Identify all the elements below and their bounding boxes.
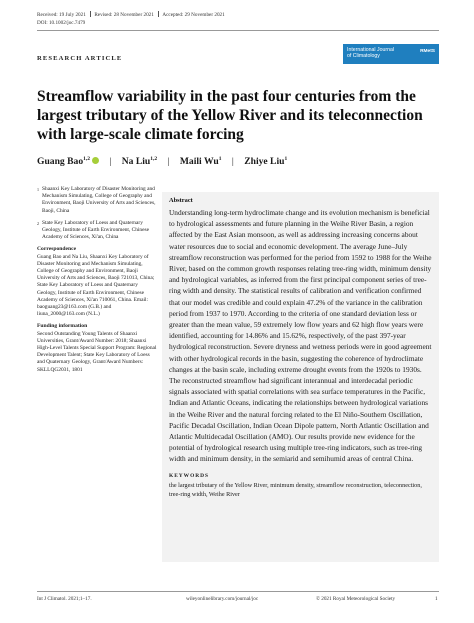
journal-url[interactable]: wileyonlinelibrary.com/journal/joc — [186, 596, 259, 602]
orcid-icon[interactable] — [92, 157, 99, 164]
page-number: 1 — [435, 596, 438, 602]
correspondence-heading: Correspondence — [37, 246, 77, 253]
author-affil-sup: 1 — [218, 156, 222, 162]
journal-name-line2: of Climatology — [347, 53, 380, 60]
affiliation-number: 2 — [37, 220, 39, 226]
journal-citation: Int J Climatol. 2021;1–17. — [37, 596, 92, 602]
accepted-date: Accepted: 29 November 2021 — [162, 12, 225, 18]
correspondence-text: Guang Bao and Na Liu, Shaanxi Key Laboratory of Disaster Monitoring and Mechanism Simulating, College of Geography and Environment, Baoji University of Arts and Sciences, Baoji 721013, China; State Key Laboratory of Loess and Quaternary Geology, Institute of Earth Environment, Chinese Academy of Sciences, Xi'an 710061, China. Email: baoguang23@163.com (G.B.) and liuna_2000@163.com (N.L.) — [37, 253, 155, 318]
funding-text: Second Outstanding Young Talents of Shaanxi Universities, Grant/Award Number: 2018; Shaanxi High-Level Talents Special Support Program: Regional Development Talent; State Key Laboratory of Loess and Quaternary Geology, Grant/Award Numbers: SKLLQG2031, 1801 — [37, 330, 157, 373]
keywords-heading: KEYWORDS — [169, 472, 210, 479]
received-date: Received: 19 July 2021 — [37, 12, 86, 18]
affiliation — [37, 220, 157, 242]
publisher-logo: RMetS — [420, 49, 435, 54]
author-name[interactable]: Na Liu — [121, 156, 151, 168]
copyright: © 2021 Royal Meteorological Society — [316, 596, 396, 602]
doi[interactable]: DOI: 10.1002/joc.7479 — [37, 20, 86, 26]
affiliation-text: State Key Laboratory of Loess and Quaternary Geology, Institute of Earth Environment, Chinese Academy of Sciences, Xi'an, China — [42, 219, 149, 241]
author-name[interactable]: Guang Bao — [37, 156, 84, 168]
author-list — [37, 156, 287, 167]
journal-logo[interactable] — [343, 44, 439, 64]
author-separator: | — [167, 156, 170, 168]
author-separator: | — [231, 156, 234, 168]
sidebar-info — [37, 186, 157, 379]
abstract-text: Understanding long-term hydroclimate change and its evolution mechanism is beneficial to hydrological assessments and future planning in the Weihe River Basin, a region affected by the East Asian monsoon, as well as addressing increasing concerns about water resources due to social and economic development. The average June–July streamflow reconstruction was performed for the period from 1592 to 1988 for the Weihe River, based on the common growth responses relating tree-ring width, minimum density and hydrological variables, as inferred from the first principal component series of tree-ring width and density. The statistical results of calibration and verification confirmed that our model was credible and could explain 47.2% of the variance in the calibration period from 1937 to 1970. According to the criteria of one standard deviation less or greater than the mean value, 59 extremely low flow years and 62 high flow years were identified, accounting for 14.86% and 15.62%, respectively, of the past 397-year hydrological reconstruction. Severe dryness and wetness periods were in good agreement with other hydrological records in the basin, suggesting the coherence of hydroclimate changes at the basin scale, including extreme drought events from the 1920s to 1930s. The reconstructed streamflow had significant interannual and interdecadal periodic signals associated with spatial correlations with sea surface temperatures in the Pacific, Indian and Atlantic Oceans, indicating the relationships between hydrological variations in the Weihe River and the natural forcing related to the El Niño-Southern Oscillation, Pacific Decadal Oscillation, Indian Ocean Dipole pattern, North Atlantic Oscillation and Atlantic Multidecadal Oscillation (AMO). Our results provide new evidence for the potential of hydrological research using multiple tree-ring indicators, such as tree-ring width and minimum density, in the semiarid and semihumid areas of central China. — [169, 208, 432, 464]
author-name[interactable]: Maili Wu — [179, 156, 219, 168]
author-affil-sup: 1,2 — [150, 156, 158, 162]
abstract-heading: Abstract — [169, 197, 193, 204]
revised-date: Revised: 28 November 2021 — [94, 12, 154, 18]
article-type: RESEARCH ARTICLE — [37, 55, 123, 62]
affiliation-text: Shaanxi Key Laboratory of Disaster Monitoring and Mechanism Simulating, College of Geography and Environment, Baoji University of Arts and Sciences, Baoji, China — [42, 186, 156, 214]
keywords-text: the largest tributary of the Yellow River, minimum density, streamflow reconstruction, teleconnection, tree-ring width, Weihe River — [169, 481, 422, 498]
header-divider — [37, 30, 439, 31]
footer-divider — [37, 591, 439, 592]
abstract-panel — [162, 192, 439, 562]
author-affil-sup: 1 — [284, 156, 288, 162]
affiliation-number: 1 — [37, 187, 39, 192]
funding-heading: Funding information — [37, 323, 88, 330]
article-dates — [37, 11, 225, 18]
journal-name-line1: International Journal — [347, 47, 395, 53]
author-separator: | — [109, 156, 112, 168]
affiliation — [37, 186, 157, 215]
author-name[interactable]: Zhiye Liu — [244, 156, 285, 168]
author-affil-sup: 1,2 — [83, 156, 90, 162]
article-title: Streamflow variability in the past four centuries from the largest tributary of the Yellow River and its teleconnection with large-scale climate forcing — [37, 88, 423, 143]
